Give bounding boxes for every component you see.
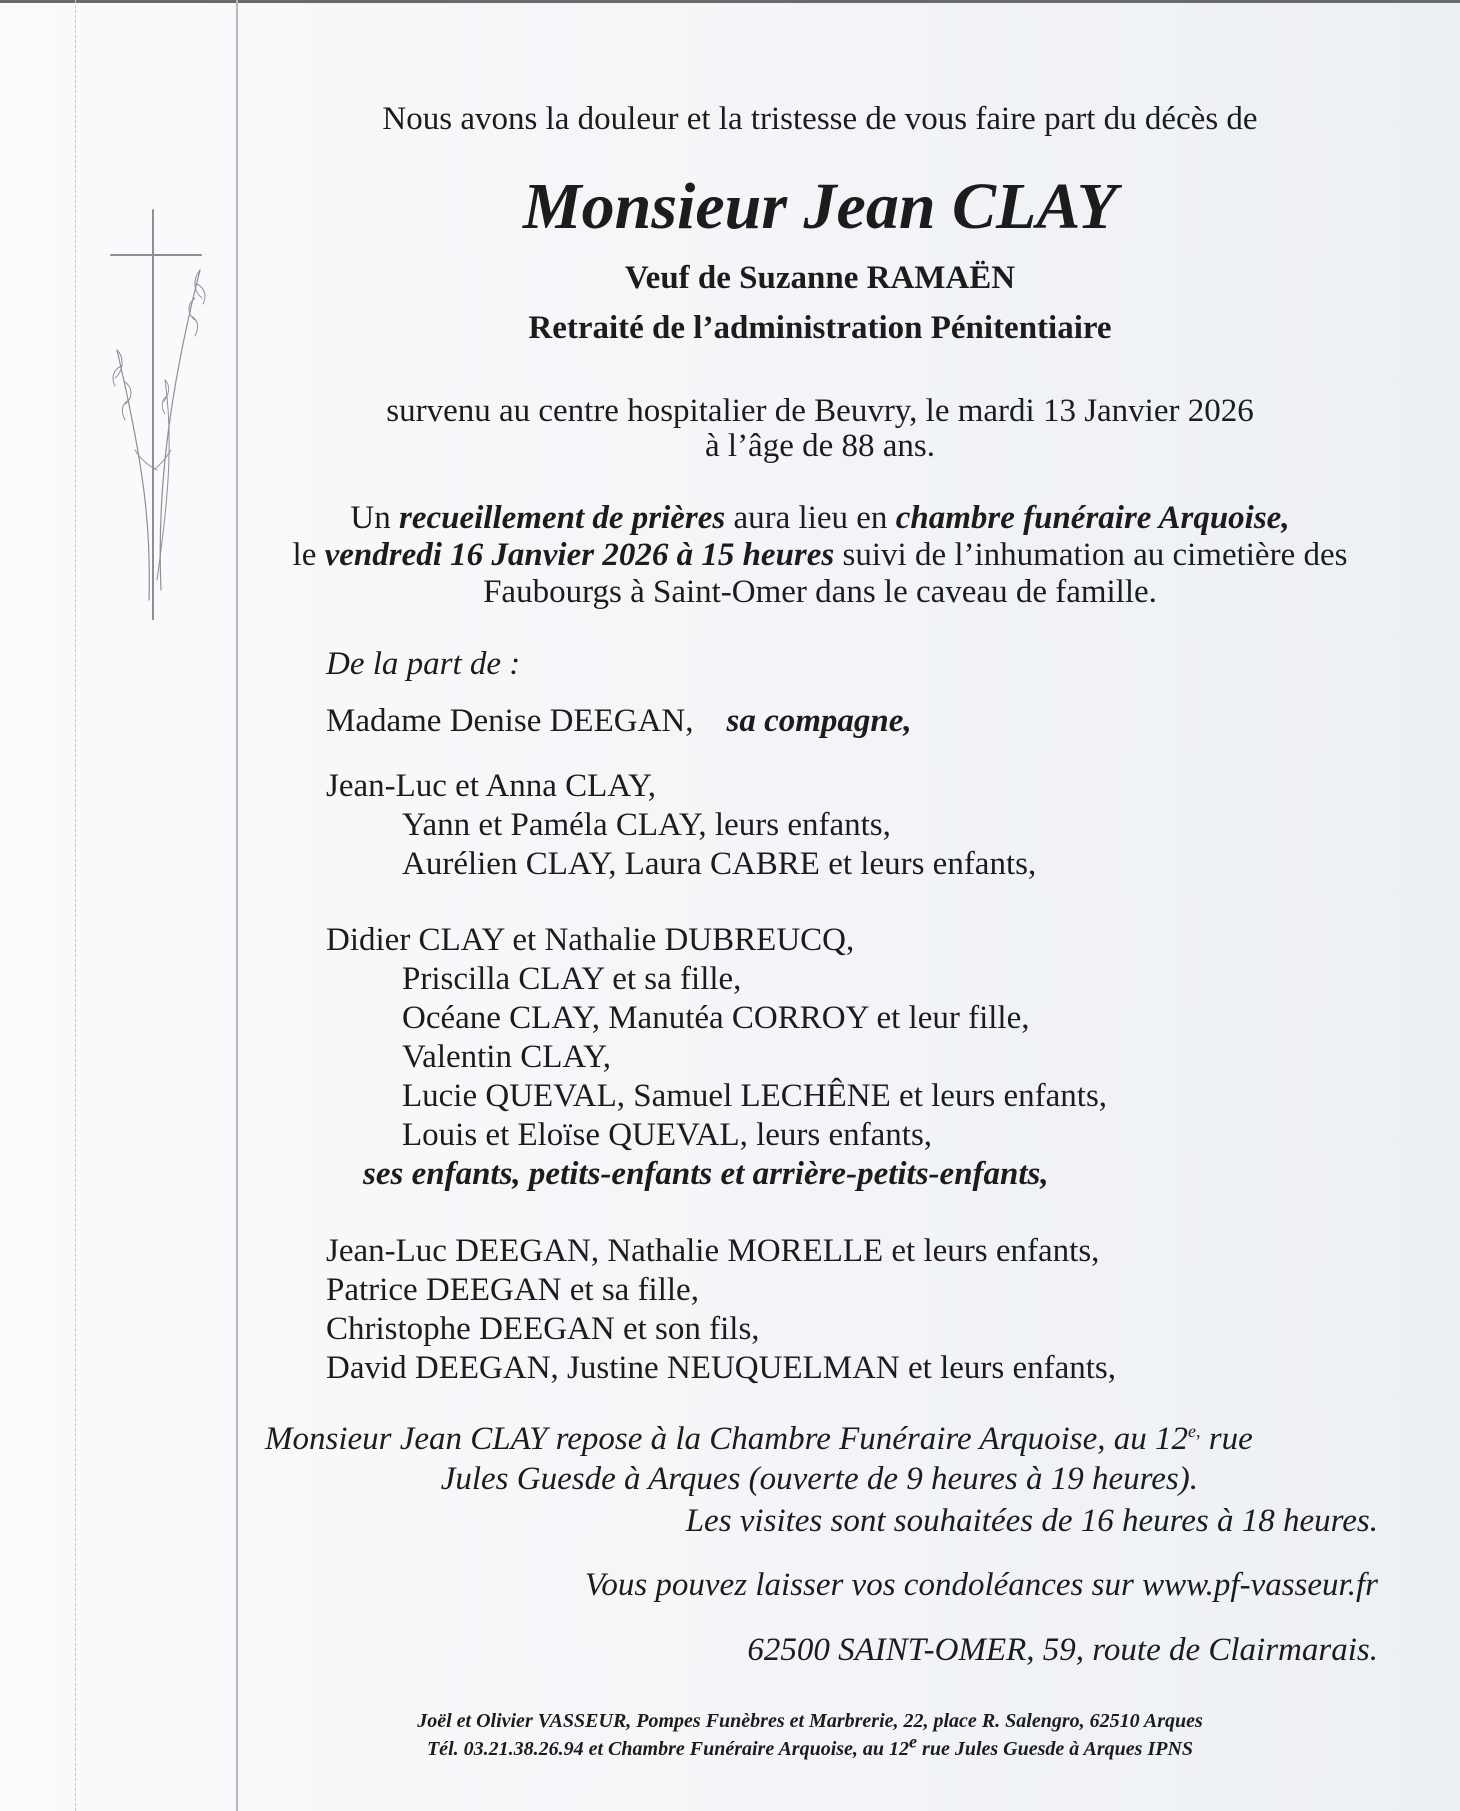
family-line: David DEEGAN, Justine NEUQUELMAN et leurs enfants, — [326, 1350, 1117, 1386]
footer-contact: Tél. 03.21.38.26.94 et Chambre Funéraire Arquoise, au 12e rue Jules Guesde à Arques IPNS — [426, 1731, 1194, 1760]
family-line: Océane CLAY, Manutéa CORROY et leur fille, — [402, 1000, 1030, 1036]
deceased-name: Monsieur Jean CLAY — [522, 170, 1118, 243]
family-line: Aurélien CLAY, Laura CABRE et leurs enfants, — [402, 846, 1037, 882]
family-line: Lucie QUEVAL, Samuel LECHÊNE et leurs enfants, — [402, 1078, 1108, 1114]
family-line: Louis et Eloïse QUEVAL, leurs enfants, — [402, 1117, 933, 1153]
family-header: De la part de : — [326, 646, 521, 682]
family-line: Yann et Paméla CLAY, leurs enfants, — [402, 807, 891, 843]
repose-line-1: Monsieur Jean CLAY repose à la Chambre Funéraire Arquoise, au $12^{e,}$ rue — [265, 1421, 1253, 1457]
family-line: Didier CLAY et Nathalie DUBREUCQ, — [326, 922, 855, 958]
left-fold-line — [75, 0, 76, 1811]
family-line: Jean-Luc DEEGAN, Nathalie MORELLE et leurs enfants, — [326, 1233, 1100, 1269]
companion-line: Madame Denise DEEGAN, sa compagne, — [326, 703, 912, 739]
widower-line: Veuf de Suzanne RAMAËN — [624, 260, 1016, 296]
repose-line-2: Jules Guesde à Arques (ouverte de 9 heures à 19 heures). — [440, 1461, 1198, 1497]
visiting-hours: Les visites sont souhaitées de 16 heures à 18 heures. — [685, 1503, 1378, 1539]
address-line: 62500 SAINT-OMER, 59, route de Clairmarais. — [747, 1632, 1378, 1668]
death-place-date: survenu au centre hospitalier de Beuvry, le mardi 13 Janvier 2026 — [386, 393, 1254, 429]
ceremony-line-2: le vendredi 16 Janvier 2026 à 15 heures suivi de l’inhumation au cimetière des — [292, 537, 1348, 573]
left-border-line — [236, 0, 238, 1811]
ceremony-line-1: Un recueillement de prières aura lieu en chambre funéraire Arquoise, — [350, 500, 1290, 536]
intro-text: Nous avons la douleur et la tristesse de vous faire part du décès de — [382, 101, 1258, 137]
family-line: Priscilla CLAY et sa fille, — [402, 961, 742, 997]
family-line: Jean-Luc et Anna CLAY, — [326, 768, 656, 804]
ceremony-line-3: Faubourgs à Saint-Omer dans le caveau de famille. — [483, 574, 1157, 610]
condolences-line: Vous pouvez laisser vos condoléances sur www.pf-vasseur.fr — [584, 1567, 1378, 1603]
occupation-line: Retraité de l’administration Pénitentiaire — [528, 310, 1112, 346]
death-age: à l’âge de 88 ans. — [705, 428, 935, 464]
family-line: Patrice DEEGAN et sa fille, — [326, 1272, 699, 1308]
cross-with-wheat-icon — [105, 200, 215, 620]
family-line: Valentin CLAY, — [402, 1039, 612, 1075]
footer-funeral-home: Joël et Olivier VASSEUR, Pompes Funèbres et Marbrerie, 22, place R. Salengro, 62510 Arques — [417, 1710, 1203, 1732]
family-line: Christophe DEEGAN et son fils, — [326, 1311, 760, 1347]
descendants-line: ses enfants, petits-enfants et arrière-petits-enfants, — [363, 1156, 1049, 1192]
top-rule — [0, 0, 1460, 3]
